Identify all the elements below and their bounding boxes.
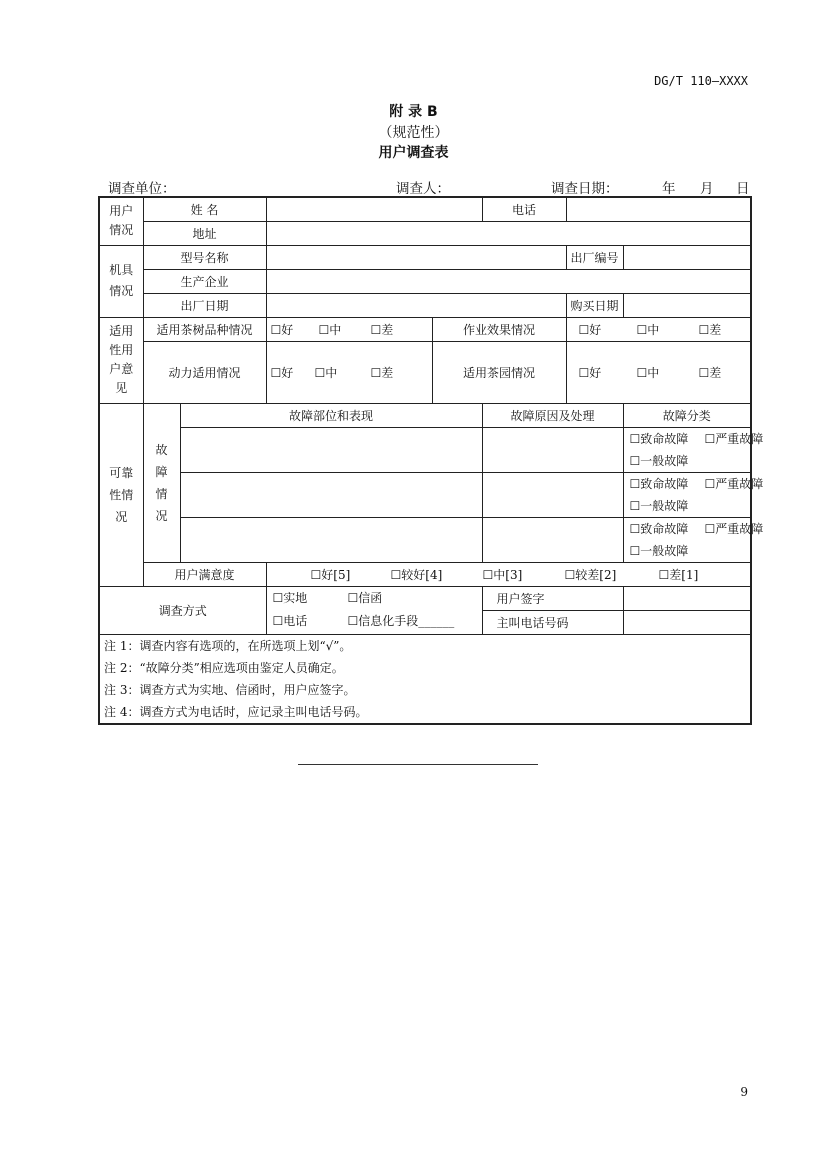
- fault-cause-header: 故障原因及处理: [482, 403, 623, 427]
- date-year: 年: [662, 181, 676, 197]
- name-value[interactable]: [266, 197, 482, 221]
- address-label: 地址: [143, 221, 266, 245]
- phone-label: 电话: [482, 197, 566, 221]
- fault-class-3[interactable]: [623, 517, 764, 562]
- fault-part-3[interactable]: [180, 517, 482, 562]
- method-label: 调查方式: [99, 586, 266, 634]
- form-title: 用户调查表: [378, 145, 449, 161]
- fault1-general-checkbox[interactable]: ☐一般故障: [629, 453, 689, 468]
- factory-date-label: 出厂日期: [143, 293, 266, 317]
- date-month: 月: [700, 181, 714, 197]
- date-day: 日: [736, 181, 750, 197]
- garden-options[interactable]: [566, 341, 751, 403]
- model-value[interactable]: [266, 245, 566, 269]
- satisfaction-fairly-poor-checkbox[interactable]: ☐较差[2]: [564, 567, 617, 582]
- fault-class-header: 故障分类: [623, 403, 751, 427]
- factory-date-value[interactable]: [266, 293, 566, 317]
- fault2-serious-checkbox[interactable]: ☐严重故障: [704, 476, 764, 491]
- survey-person-label: 调查人：: [396, 181, 450, 197]
- notes-block: [99, 634, 751, 724]
- fault3-fatal-checkbox[interactable]: ☐致命故障: [629, 521, 689, 536]
- note-2: 注 2：“故障分类”相应选项由鉴定人员确定。: [104, 660, 344, 675]
- end-rule: [298, 764, 538, 765]
- fault-cause-1[interactable]: [482, 427, 623, 472]
- method-info-checkbox[interactable]: ☐信息化手段______: [347, 614, 455, 628]
- fault3-general-checkbox[interactable]: ☐一般故障: [629, 543, 689, 558]
- effect-poor-checkbox[interactable]: ☐差: [698, 322, 722, 337]
- satisfaction-poor-checkbox[interactable]: ☐差[1]: [658, 567, 699, 582]
- purchase-date-label: 购买日期: [566, 293, 623, 317]
- page-number: 9: [740, 1085, 748, 1099]
- power-options[interactable]: [266, 341, 432, 403]
- note-4: 注 4：调查方式为电话时，应记录主叫电话号码。: [104, 704, 368, 719]
- garden-poor-checkbox[interactable]: ☐差: [698, 365, 722, 380]
- fault-part-2[interactable]: [180, 472, 482, 517]
- fault2-general-checkbox[interactable]: ☐一般故障: [629, 498, 689, 513]
- appendix-nature: （规范性）: [378, 125, 449, 141]
- variety-poor-checkbox[interactable]: ☐差: [370, 322, 394, 337]
- note-1: 注 1：调查内容有选项的，在所选项上划“√”。: [104, 638, 352, 653]
- effect-options[interactable]: [566, 317, 751, 341]
- satisfaction-medium-checkbox[interactable]: ☐中[3]: [482, 567, 523, 582]
- fault1-serious-checkbox[interactable]: ☐严重故障: [704, 431, 764, 446]
- note-3: 注 3：调查方式为实地、信函时，用户应签字。: [104, 682, 356, 697]
- fault-part-header: 故障部位和表现: [180, 403, 482, 427]
- signature-label: 用户签字: [482, 586, 623, 610]
- variety-medium-checkbox[interactable]: ☐中: [318, 322, 342, 337]
- maker-label: 生产企业: [143, 269, 266, 293]
- phone-value[interactable]: [566, 197, 751, 221]
- appendix-title: 附 录 B: [389, 104, 438, 120]
- fault1-fatal-checkbox[interactable]: ☐致命故障: [629, 431, 689, 446]
- maker-value[interactable]: [266, 269, 751, 293]
- serial-value[interactable]: [623, 245, 751, 269]
- power-good-checkbox[interactable]: ☐好: [270, 365, 294, 380]
- model-label: 型号名称: [143, 245, 266, 269]
- method-letter-checkbox[interactable]: ☐信函: [347, 591, 383, 605]
- serial-label: 出厂编号: [566, 245, 623, 269]
- machine-info-section: 机具情况: [99, 245, 143, 317]
- satisfaction-fairly-good-checkbox[interactable]: ☐较好[4]: [390, 567, 443, 582]
- fault3-serious-checkbox[interactable]: ☐严重故障: [704, 521, 764, 536]
- purchase-date-value[interactable]: [623, 293, 751, 317]
- effect-medium-checkbox[interactable]: ☐中: [636, 322, 660, 337]
- fault-situation-label: 故障情况: [143, 403, 180, 562]
- method-field-checkbox[interactable]: ☐实地: [272, 591, 308, 605]
- document-code: DG/T 110—XXXX: [654, 74, 748, 88]
- effect-label: 作业效果情况: [432, 317, 566, 341]
- satisfaction-good-checkbox[interactable]: ☐好[5]: [310, 567, 351, 582]
- method-options[interactable]: [266, 586, 482, 634]
- garden-good-checkbox[interactable]: ☐好: [578, 365, 602, 380]
- power-medium-checkbox[interactable]: ☐中: [314, 365, 338, 380]
- name-label: 姓 名: [143, 197, 266, 221]
- fault-cause-3[interactable]: [482, 517, 623, 562]
- effect-good-checkbox[interactable]: ☐好: [578, 322, 602, 337]
- variety-options[interactable]: [266, 317, 432, 341]
- fault-class-2[interactable]: [623, 472, 764, 517]
- survey-unit-label: 调查单位：: [108, 181, 176, 197]
- fault-class-1[interactable]: [623, 427, 764, 472]
- garden-label: 适用茶园情况: [432, 341, 566, 403]
- method-phone-checkbox[interactable]: ☐电话: [272, 614, 308, 628]
- power-label: 动力适用情况: [143, 341, 266, 403]
- fault-cause-2[interactable]: [482, 472, 623, 517]
- address-value[interactable]: [266, 221, 751, 245]
- fault-part-1[interactable]: [180, 427, 482, 472]
- power-poor-checkbox[interactable]: ☐差: [370, 365, 394, 380]
- opinion-section: 适用性用户意见: [99, 317, 143, 403]
- variety-good-checkbox[interactable]: ☐好: [270, 322, 294, 337]
- variety-label: 适用茶树品种情况: [143, 317, 266, 341]
- user-info-section: 用户情况: [99, 197, 143, 245]
- caller-number-value[interactable]: [623, 610, 751, 634]
- caller-number-label: 主叫电话号码: [482, 610, 623, 634]
- survey-date-label: 调查日期：: [551, 181, 619, 197]
- user-survey-table: [98, 196, 764, 725]
- garden-medium-checkbox[interactable]: ☐中: [636, 365, 660, 380]
- reliability-section: 可靠性情况: [99, 403, 143, 586]
- fault2-fatal-checkbox[interactable]: ☐致命故障: [629, 476, 689, 491]
- satisfaction-options[interactable]: [266, 562, 751, 586]
- satisfaction-label: 用户满意度: [143, 562, 266, 586]
- signature-value[interactable]: [623, 586, 751, 610]
